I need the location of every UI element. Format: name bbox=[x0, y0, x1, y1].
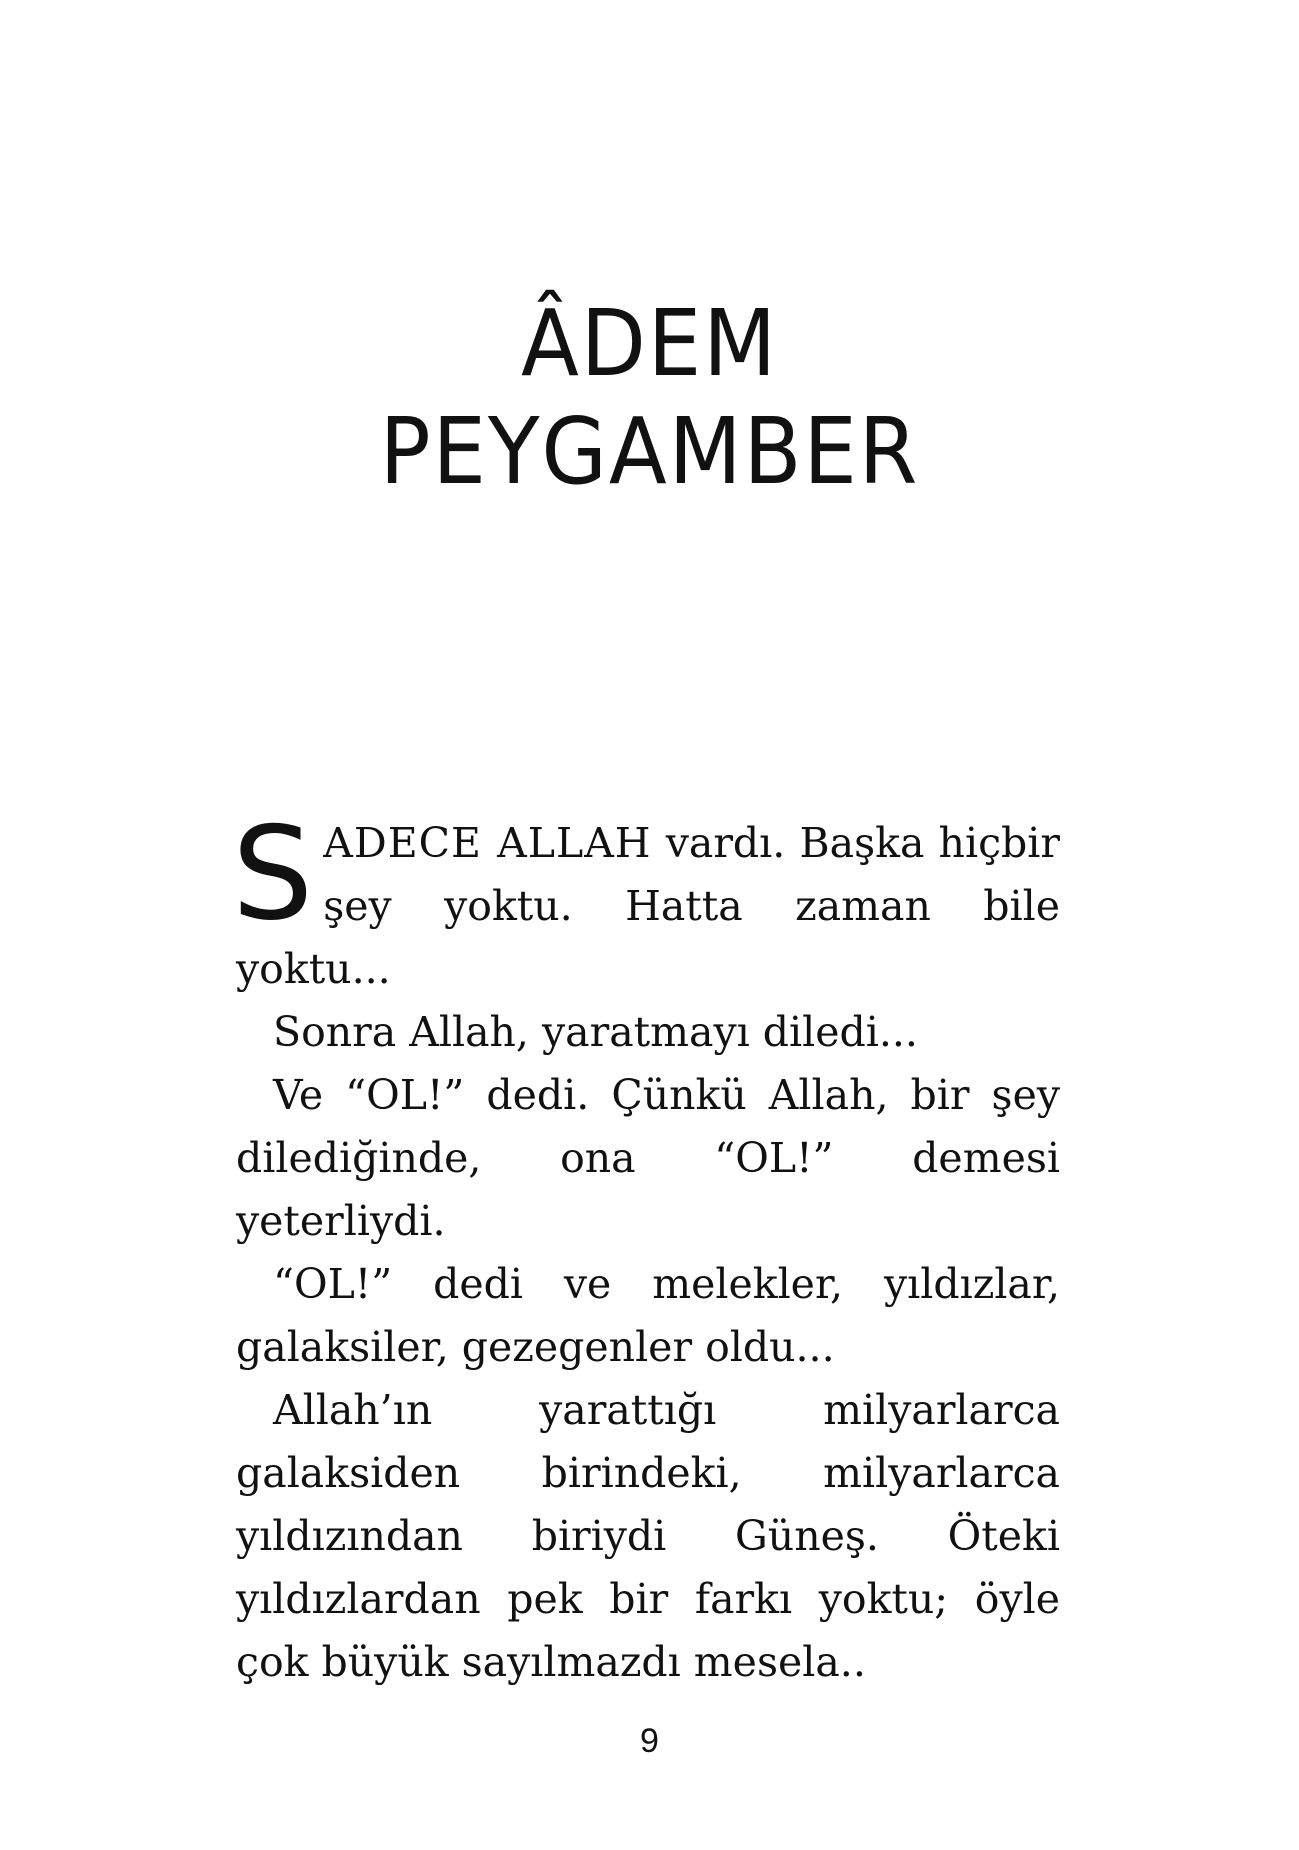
paragraph-2: Sonra Allah, yaratmayı diledi... bbox=[273, 1008, 918, 1056]
paragraph-5: Allah’ın yarattığı milyarlarca galaksiden birindeki, milyarlarca yıldızından biriydi Güneş. Öteki yıldızlardan pek bir farkı yoktu; öyle çok büyük sayılmazdı mesela.. bbox=[236, 1386, 1060, 1686]
chapter-title bbox=[52, 290, 1247, 506]
page-number: 9 bbox=[640, 1722, 659, 1760]
paragraph-3: Ve “OL!” dedi. Çünkü Allah, bir şey dilediğinde, ona “OL!” demesi yeterliydi. bbox=[236, 1071, 1060, 1245]
chapter-title-line-1: ÂDEM bbox=[521, 289, 778, 397]
body-text bbox=[232, 800, 1060, 1694]
paragraph-4: “OL!” dedi ve melekler, yıldızlar, galaksiler, gezegenler oldu... bbox=[236, 1260, 1060, 1371]
paragraph-1 bbox=[232, 800, 1060, 1001]
paragraph-1-text: vardı. Başka hiçbir şey yoktu. Hatta zaman bile yoktu... bbox=[236, 819, 1060, 993]
chapter-title-line-2: PEYGAMBER bbox=[379, 397, 920, 505]
drop-cap: S bbox=[232, 800, 314, 949]
paragraph-1-lead: ADECE ALLAH bbox=[323, 819, 652, 867]
